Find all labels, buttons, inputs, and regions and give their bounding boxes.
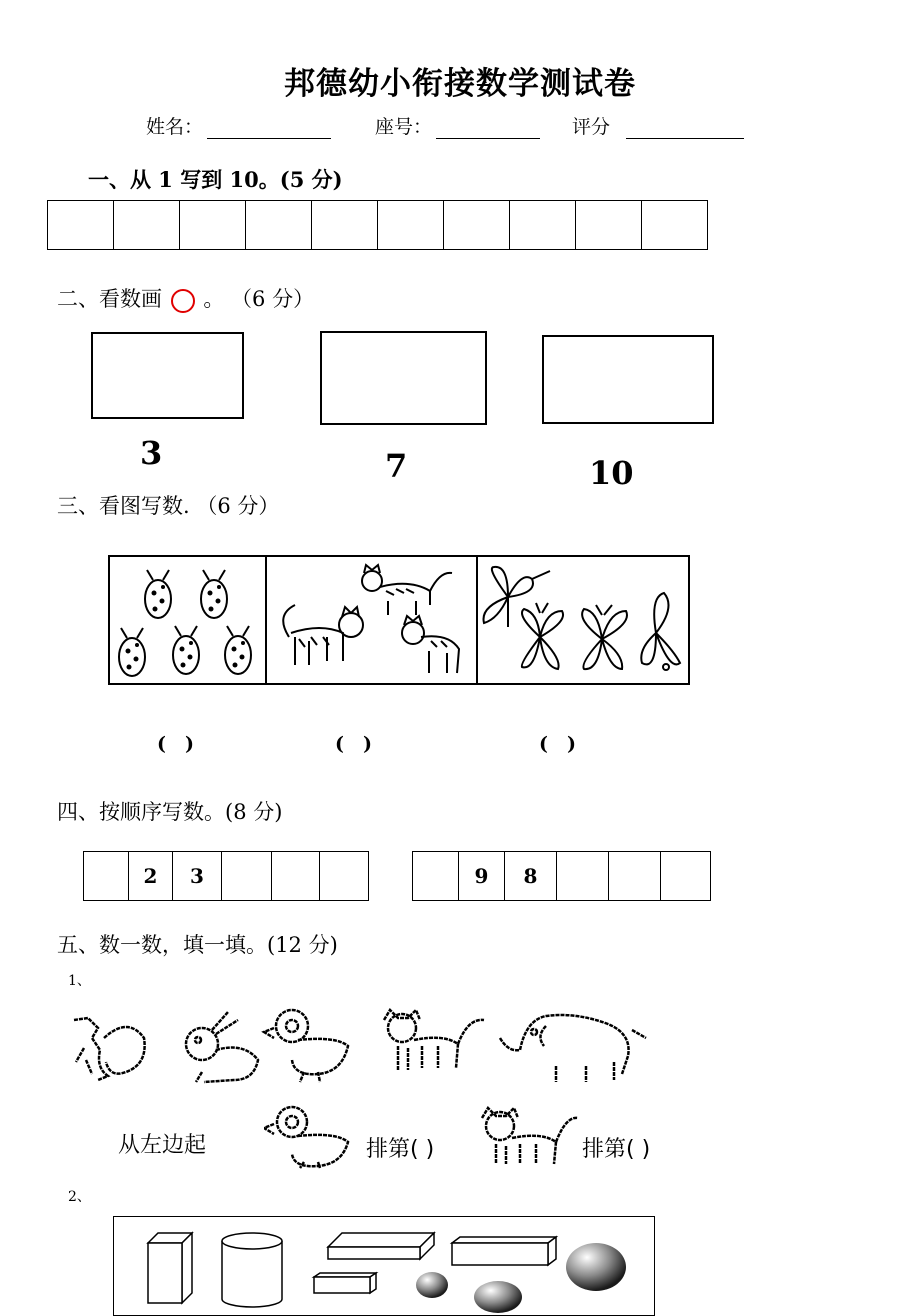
sequence-cell[interactable] (272, 852, 320, 901)
duck-icon (264, 1010, 348, 1082)
answer-cell[interactable] (48, 201, 114, 250)
long-cuboid-icon (452, 1237, 556, 1265)
question-1-label: 1、 (68, 973, 91, 989)
box-number-2: 7 (385, 447, 408, 485)
sequence-cell[interactable] (557, 852, 609, 901)
section2-title (57, 283, 314, 313)
section2-title-prefix: 二、看数画 (57, 287, 162, 311)
answer-cell[interactable] (114, 201, 180, 250)
answer-cell[interactable] (576, 201, 642, 250)
question-2-label: 2、 (68, 1189, 91, 1205)
rabbit-icon (186, 1012, 258, 1082)
score-label: 评分 (572, 116, 611, 138)
section5-title: 五、数一数，填一填。(12 分) (57, 933, 338, 957)
section2-title-suffix: 。 （6 分） (203, 287, 315, 311)
name-field[interactable] (146, 112, 331, 139)
from-left-text: 从左边起 (118, 1133, 207, 1158)
butterfly-panel (476, 555, 690, 685)
shapes-group (114, 1217, 654, 1313)
write-1-to-10-grid (47, 200, 708, 250)
cat-panel (265, 555, 478, 685)
answer-paren-2[interactable]: ( ) (335, 733, 372, 755)
answer-cell[interactable] (510, 201, 576, 250)
name-underline[interactable] (207, 118, 331, 139)
cylinder-icon (222, 1233, 282, 1307)
sequence-cell[interactable] (84, 852, 129, 901)
answer-cell[interactable] (378, 201, 444, 250)
name-label: 姓名： (146, 116, 204, 138)
sequence-cell[interactable]: 2 (129, 852, 173, 901)
sequence-cell[interactable]: 8 (505, 852, 557, 901)
rank-text-1: 排第( ) (366, 1137, 435, 1162)
sequence-cell[interactable] (320, 852, 369, 901)
squirrel-icon (74, 1018, 145, 1080)
sequence-cell[interactable] (222, 852, 272, 901)
draw-box-3[interactable] (542, 335, 714, 424)
sequence-cell[interactable] (609, 852, 661, 901)
cat-icon (476, 1106, 580, 1170)
cuboid-icon (148, 1233, 192, 1303)
cat-icon (384, 1010, 484, 1070)
box-number-1: 3 (140, 434, 163, 472)
elephant-icon (500, 1015, 646, 1082)
answer-paren-1[interactable]: ( ) (157, 733, 194, 755)
box-number-3: 10 (589, 454, 634, 492)
sequence-grid-2 (412, 851, 711, 901)
circle-icon (171, 289, 195, 313)
ladybug-panel (108, 555, 267, 685)
section4-title: 四、按顺序写数。(8 分) (57, 800, 283, 824)
answer-cell[interactable] (312, 201, 378, 250)
butterfly-icon (478, 557, 688, 683)
sequence-grid-1 (83, 851, 369, 901)
seat-underline[interactable] (436, 118, 540, 139)
sequence-cell[interactable] (413, 852, 459, 901)
section3-title: 三、看图写数. （6 分） (57, 494, 280, 518)
cat-icon (267, 557, 476, 683)
answer-paren-3[interactable]: ( ) (539, 733, 576, 755)
seat-field[interactable] (375, 112, 540, 139)
score-field[interactable] (572, 112, 744, 139)
answer-cell[interactable] (180, 201, 246, 250)
score-underline[interactable] (626, 118, 744, 139)
flat-cuboid-icon (314, 1233, 434, 1293)
answer-cell[interactable] (444, 201, 510, 250)
sequence-cell[interactable]: 9 (459, 852, 505, 901)
seat-label: 座号： (375, 116, 433, 138)
answer-cell[interactable] (246, 201, 312, 250)
shapes-panel (113, 1216, 655, 1316)
sequence-cell[interactable] (661, 852, 711, 901)
duck-icon (264, 1104, 364, 1170)
rank-text-2: 排第( ) (582, 1137, 651, 1162)
ladybug-icon (110, 557, 265, 683)
answer-cell[interactable] (642, 201, 708, 250)
animal-row (66, 1008, 680, 1090)
draw-box-2[interactable] (320, 331, 487, 425)
sequence-cell[interactable]: 3 (173, 852, 222, 901)
section1-title: 一、从 1 写到 10。(5 分) (88, 167, 343, 192)
draw-box-1[interactable] (91, 332, 244, 419)
page-title: 邦德幼小衔接数学测试卷 (284, 66, 636, 102)
